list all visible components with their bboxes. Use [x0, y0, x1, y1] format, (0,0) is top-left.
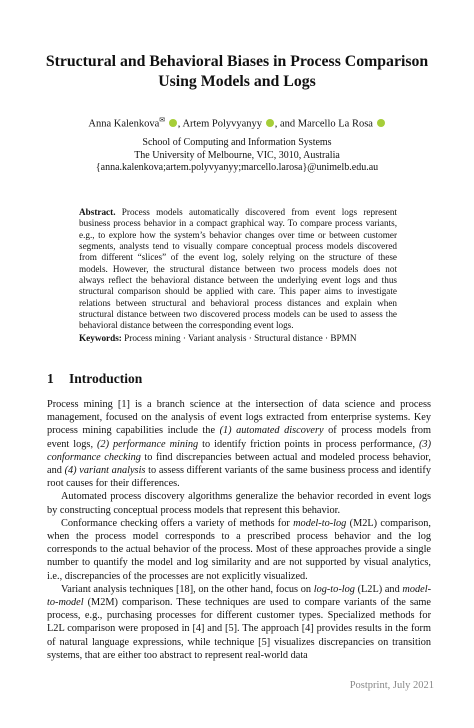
section-body [47, 398, 431, 662]
author-separator: , [177, 118, 183, 130]
emphasis: (4) variant analysis [64, 465, 146, 477]
paragraph [47, 583, 431, 662]
emphasis: (1) automated discovery [219, 425, 324, 437]
keywords [79, 333, 397, 344]
affiliation [40, 137, 434, 175]
corresponding-mark: ✉ [159, 116, 166, 124]
author-separator: , and [274, 118, 298, 130]
paragraph [47, 517, 431, 583]
section-number: 1 [47, 371, 54, 386]
abstract-text: Process models automatically discovered from event logs represent business process behavior in a compact graphical way. To compare process variants, e.g., to explore how the system’s behavior changes over time or between customer segments, analysts tend to visually compare conceptual process models discovered from different “slices” of the event log, solely relying on the structure of these models. However, the structural distance between two process models does not always reflect the behavioral distance between the underlying event logs and thus structural comparison should be applied with care. This paper aims to investigate relations between structural and behavioral process distances and explain when structural distance between two discovered process models can be used to assess the behavioral distance between the corresponding event logs. [79, 207, 397, 331]
orcid-icon[interactable] [377, 119, 385, 127]
abstract-label: Abstract. [79, 207, 116, 217]
text-run: to assess different variants of the same business process and identify root causes for their differences. [47, 465, 431, 490]
paper-title: Structural and Behavioral Biases in Process Comparison Using Models and Logs [45, 53, 429, 90]
keywords-text: Process mining · Variant analysis · Structural distance · BPMN [121, 333, 357, 343]
paragraph [47, 398, 431, 490]
author-name: Marcello La Rosa [297, 118, 373, 130]
orcid-icon[interactable] [266, 119, 274, 127]
text-run: Process mining [1] is a branch science at the intersection of data science and process management, focused on the analysis of event logs extracted from enterprise systems. Key process mining capabilities include the [47, 399, 431, 437]
author-name: Anna Kalenkova [88, 118, 160, 130]
text-run: (M2M) comparison. These techniques are used to compare variants of the same process, e.g., purchasing processes for different customer types. Specialized methods for L2L comparison were proposed in [4] and [5]. The approach [4] provides results in the form of natural language expressions, while technique [5] visualizes discrepancies on transition systems, that are either too abstract to represent real-world data [47, 597, 431, 661]
orcid-icon[interactable] [169, 119, 177, 127]
abstract [79, 207, 397, 332]
section-heading [47, 371, 142, 387]
emphasis: (3) conformance checking [47, 438, 432, 463]
keywords-label: Keywords: [79, 333, 122, 343]
author-list [20, 114, 454, 131]
postprint-note: Postprint, July 2021 [349, 680, 434, 691]
emphasis: (2) performance mining [97, 438, 199, 450]
text-run: to identify friction points in process performance, [198, 438, 419, 450]
text-run: to find discrepancies between actual and modeled process behavior, and [47, 451, 432, 477]
section-title: Introduction [69, 371, 143, 386]
affiliation-line: School of Computing and Information Systems [142, 137, 332, 148]
emphasis: model-to-log [293, 517, 347, 529]
text-run: (M2L) comparison, when the process model corresponds to a prescribed process behavior and the log corresponds to the actual behavior of the process. Most of these approaches provide a single number to quantify the model and log similarity and are not supported by visual analytics, i.e., discrepancies of the processes are not explicitly visualized. [47, 517, 432, 582]
text-run: (L2L) and [354, 583, 403, 595]
author-emails: {anna.kalenkova;artem.polyvyanyy;marcello.larosa}@unimelb.edu.au [95, 162, 379, 173]
text-run: Conformance checking offers a variety of methods for [61, 517, 294, 529]
affiliation-line: The University of Melbourne, VIC, 3010, Australia [134, 149, 340, 161]
emphasis: log-to-log [313, 583, 355, 595]
text-run: of process models from event logs, [47, 425, 431, 450]
emphasis: model-to-model [47, 583, 431, 609]
paragraph: Automated process discovery algorithms generalize the behavior recorded in event logs by constructing conceptual process models that represent this behavior. [47, 491, 431, 516]
author-name: Artem Polyvyanyy [182, 118, 263, 130]
text-run: Variant analysis techniques [18], on the other hand, focus on [61, 583, 314, 595]
